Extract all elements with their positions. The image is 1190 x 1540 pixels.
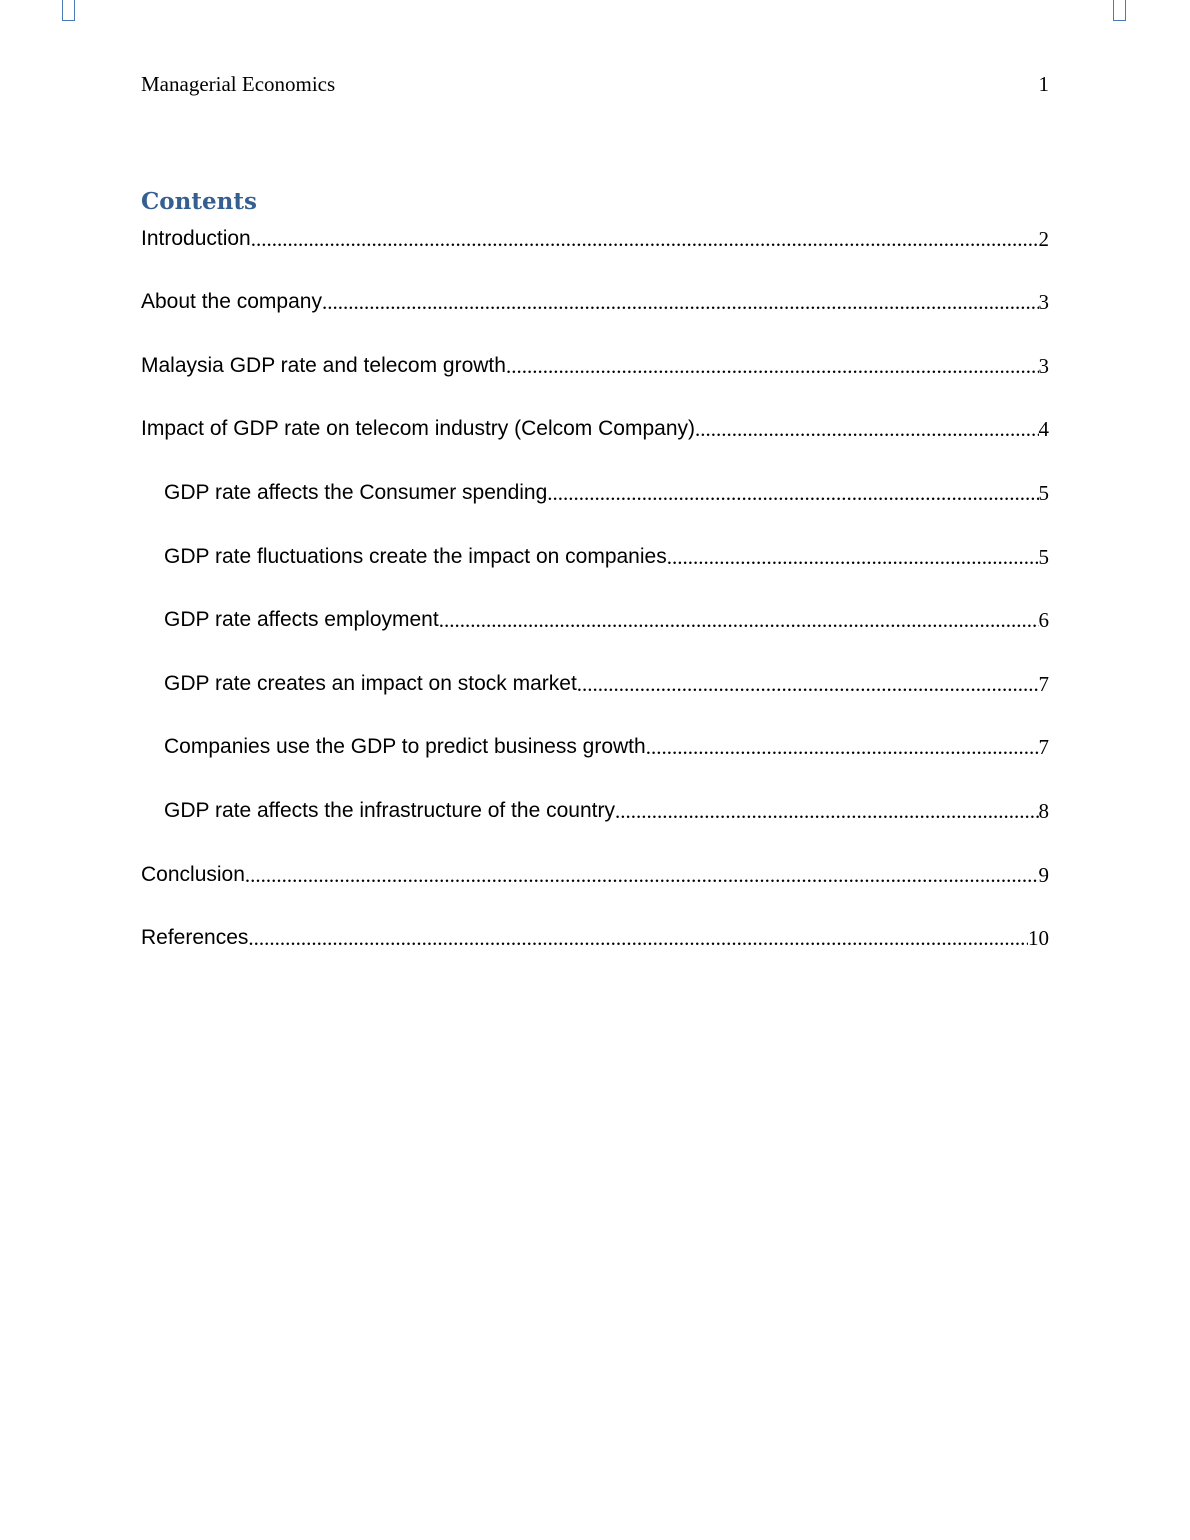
- toc-entry-introduction[interactable]: [141, 223, 1049, 253]
- toc-heading: Contents: [141, 188, 257, 215]
- toc-entry-page: 6: [1038, 608, 1049, 632]
- toc-entry-label: Introduction: [141, 227, 251, 250]
- toc-entry-malaysia-gdp[interactable]: [141, 350, 1049, 380]
- toc-dot-leader: [667, 543, 1039, 571]
- toc-dot-leader: [439, 606, 1039, 634]
- toc-entry-label: About the company: [141, 290, 322, 313]
- header-page-number: 1: [1038, 72, 1049, 96]
- toc-entry-about-the-company[interactable]: [141, 286, 1049, 316]
- header-title: Managerial Economics: [141, 72, 336, 96]
- toc-entry-consumer-spending[interactable]: [164, 477, 1049, 507]
- toc-entry-conclusion[interactable]: [141, 859, 1049, 889]
- toc-entry-stock-market[interactable]: [164, 668, 1049, 698]
- corner-crop-mark-right: [1113, 0, 1126, 21]
- toc-dot-leader: [251, 225, 1039, 253]
- toc-entry-impact-of-gdp[interactable]: [141, 413, 1049, 443]
- toc-entry-label: GDP rate affects the Consumer spending: [164, 481, 548, 504]
- toc-dot-leader: [506, 352, 1039, 380]
- toc-entry-label: GDP rate fluctuations create the impact on companies: [164, 545, 667, 568]
- toc-entry-page: 3: [1038, 354, 1049, 378]
- toc-entry-page: 8: [1038, 799, 1049, 823]
- toc-dot-leader: [615, 797, 1039, 825]
- corner-crop-mark-left: [62, 0, 75, 21]
- toc-entry-predict-growth[interactable]: [164, 731, 1049, 761]
- toc-dot-leader: [245, 861, 1039, 889]
- toc-entry-page: 7: [1038, 672, 1049, 696]
- toc-entry-page: 5: [1038, 545, 1049, 569]
- toc-entry-references[interactable]: [141, 922, 1049, 952]
- toc-entry-fluctuations[interactable]: [164, 541, 1049, 571]
- toc-entry-label: GDP rate creates an impact on stock market: [164, 672, 577, 695]
- toc-entry-employment[interactable]: [164, 604, 1049, 634]
- toc-entry-label: Companies use the GDP to predict business growth: [164, 735, 646, 758]
- toc-entry-label: Malaysia GDP rate and telecom growth: [141, 354, 506, 377]
- toc-entry-label: Conclusion: [141, 863, 245, 886]
- page-header: [141, 70, 1049, 98]
- toc-entry-label: GDP rate affects the infrastructure of the country: [164, 799, 615, 822]
- toc-entry-label: Impact of GDP rate on telecom industry (Celcom Company): [141, 417, 695, 440]
- toc-dot-leader: [248, 924, 1028, 952]
- toc-dot-leader: [646, 733, 1039, 761]
- toc-entry-page: 10: [1028, 926, 1049, 950]
- toc-entry-page: 4: [1038, 417, 1049, 441]
- toc-entry-page: 9: [1038, 863, 1049, 887]
- toc-entry-page: 7: [1038, 735, 1049, 759]
- toc-entry-page: 3: [1038, 290, 1049, 314]
- toc-dot-leader: [547, 479, 1038, 507]
- toc-entry-label: GDP rate affects employment: [164, 608, 439, 631]
- toc-entry-page: 5: [1038, 481, 1049, 505]
- toc-dot-leader: [577, 670, 1039, 698]
- toc-entry-page: 2: [1038, 227, 1049, 251]
- toc-dot-leader: [322, 288, 1039, 316]
- toc-dot-leader: [695, 415, 1039, 443]
- toc-entry-label: References: [141, 926, 249, 949]
- toc-entry-infrastructure[interactable]: [164, 795, 1049, 825]
